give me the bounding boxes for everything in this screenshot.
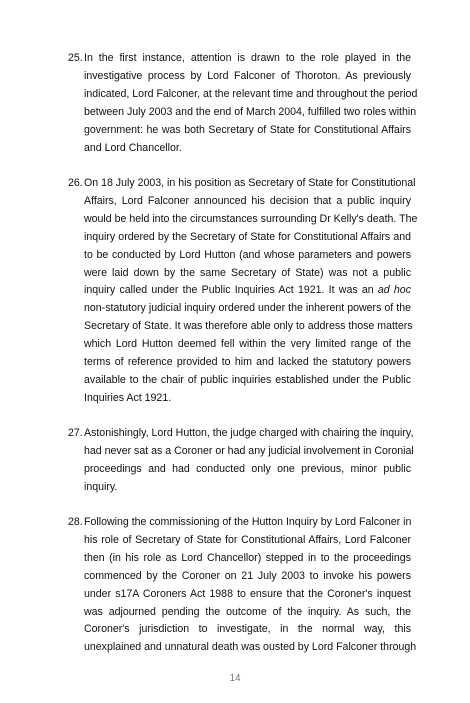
text-line: and Lord Chancellor. [84, 141, 182, 154]
text-line: had never sat as a Coroner or had any judicial involvement in Coronial [84, 444, 414, 457]
text-line: Following the commissioning of the Hutton Inquiry by Lord Falconer in [84, 516, 412, 528]
text-line: Coroner's jurisdiction to investigate, in the normal way, this [84, 623, 411, 636]
text-line: was adjourned pending the outcome of the inquiry. As such, the [84, 605, 411, 618]
text-line: government: he was both Secretary of State for Constitutional Affairs [84, 123, 411, 136]
text-line: Inquiries Act 1921. [84, 391, 172, 404]
paragraph-text [84, 175, 418, 408]
text-line: then (in his role as Lord Chancellor) stepped in to the proceedings [84, 551, 411, 564]
text-line: which Lord Hutton deemed fell within the very limited range of the [84, 338, 411, 351]
text-line: to be conducted by Lord Hutton (and whose parameters and powers [84, 248, 411, 261]
text-line: Secretary of State. It was therefore able only to address those matters [84, 320, 413, 333]
paragraph-text [84, 50, 418, 157]
paragraph-number: 25. [68, 52, 83, 64]
paragraph-27 [68, 425, 414, 497]
text-line: investigative process by Lord Falconer of Thoroton. As previously [84, 69, 411, 82]
text-line: his role of Secretary of State for Constitutional Affairs, Lord Falconer [84, 533, 411, 546]
text-line: non-statutory judicial inquiry ordered under the inherent powers of the [84, 302, 411, 315]
text-line: would be held into the circumstances surrounding Dr Kelly's death. The [84, 212, 418, 225]
text-line: proceedings and had conducted only one previous, minor public [84, 462, 411, 475]
paragraph-text [84, 425, 414, 497]
text-line: Affairs, Lord Falconer announced his decision that a public inquiry [84, 194, 411, 207]
text-line: inquiry called under the Public Inquiries Act 1921. It was an ad hoc [84, 284, 411, 297]
paragraph-number: 27. [68, 427, 83, 439]
text-line: were laid down by the same Secretary of State) was not a public [84, 266, 411, 279]
text-line: On 18 July 2003, in his position as Secretary of State for Constitutional [84, 177, 416, 189]
text-line: inquiry ordered by the Secretary of State for Constitutional Affairs and [84, 230, 411, 243]
page-number: 14 [229, 673, 241, 684]
paragraph-25 [68, 50, 418, 157]
paragraph-text [84, 514, 417, 657]
text-line: terms of reference provided to him and lacked the statutory powers [84, 356, 411, 369]
text-line: between July 2003 and the end of March 2004, fulfilled two roles within [84, 105, 417, 118]
text-line: commenced by the Coroner on 21 July 2003 to invoke his powers [84, 569, 411, 582]
text-line: under s17A Coroners Act 1988 to ensure that the Coroner's inquest [84, 587, 411, 600]
text-line: Astonishingly, Lord Hutton, the judge charged with chairing the inquiry, [84, 427, 414, 439]
text-line: unexplained and unnatural death was ousted by Lord Falconer through [84, 641, 417, 654]
paragraph-number: 28. [68, 516, 83, 528]
paragraph-26 [68, 175, 418, 408]
text-line: indicated, Lord Falconer, at the relevant time and throughout the period [84, 87, 418, 100]
paragraph-number: 26. [68, 177, 83, 189]
text-line: In the first instance, attention is drawn to the role played in the [84, 52, 411, 64]
text-line: available to the chair of public inquiries established under the Public [84, 373, 411, 386]
paragraph-28 [68, 514, 417, 657]
italic-phrase: ad hoc [377, 284, 411, 297]
text-line: inquiry. [84, 480, 118, 493]
